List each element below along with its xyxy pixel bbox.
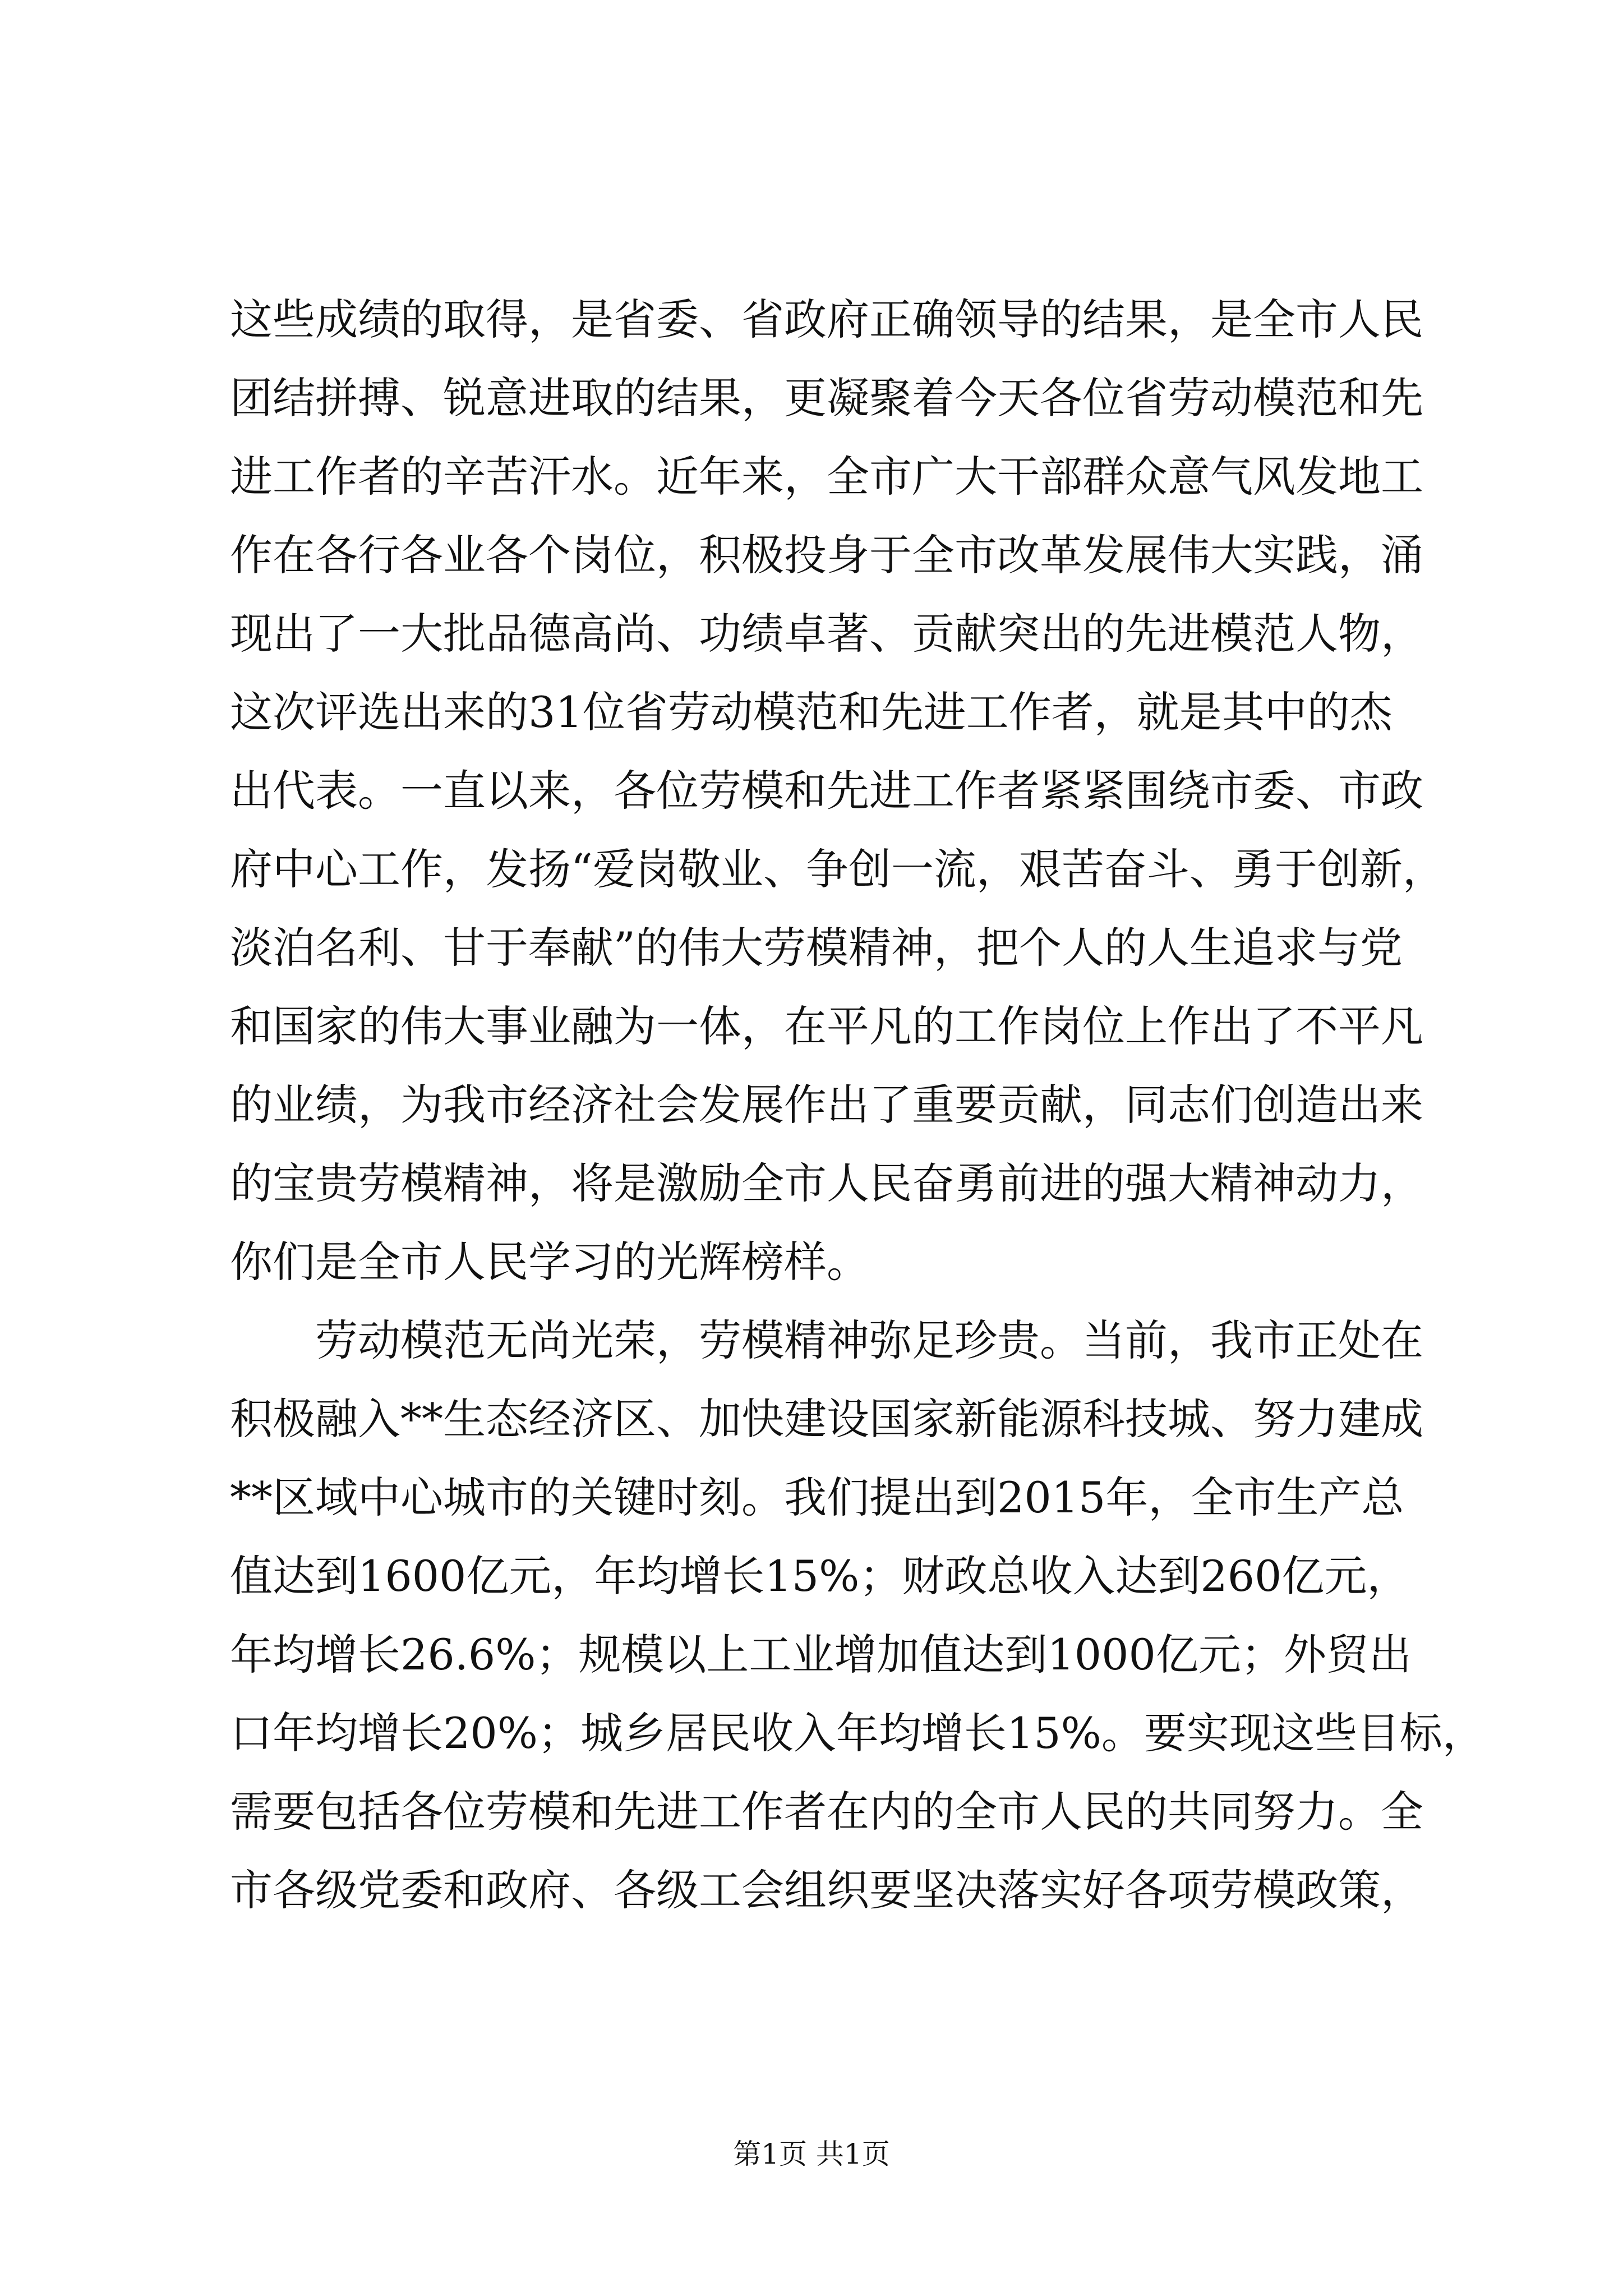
- text-line: 现出了一大批品德高尚、功绩卓著、贡献突出的先进模范人物，: [230, 609, 1423, 659]
- text-line: 进工作者的辛苦汗水。近年来，全市广大干部群众意气风发地工: [230, 452, 1423, 501]
- text-line: 淡泊名利、甘于奉献”的伟大劳模精神，把个人的人生追求与党: [230, 923, 1403, 973]
- page-footer: [0, 2132, 1623, 2177]
- text-line: 作在各行各业各个岗位，积极投身于全市改革发展伟大实践，涌: [230, 530, 1423, 580]
- text-line: 值达到1600亿元，年均增长15%；财政总收入达到260亿元，: [230, 1551, 1410, 1601]
- text-line: 出代表。一直以来，各位劳模和先进工作者紧紧围绕市委、市政: [230, 766, 1423, 816]
- text-line: 的业绩，为我市经济社会发展作出了重要贡献，同志们创造出来: [230, 1080, 1423, 1130]
- text-line: 的宝贵劳模精神，将是激励全市人民奋勇前进的强大精神动力，: [230, 1158, 1423, 1208]
- text-line: 和国家的伟大事业融为一体，在平凡的工作岗位上作出了不平凡: [230, 1001, 1423, 1051]
- text-line: 积极融入**生态经济区、加快建设国家新能源科技城、努力建成: [230, 1394, 1423, 1444]
- text-line: **区域中心城市的关键时刻。我们提出到2015年，全市生产总: [230, 1473, 1404, 1522]
- text-line: 府中心工作，发扬“爱岗敬业、争创一流，艰苦奋斗、勇于创新，: [230, 844, 1445, 894]
- text-line: 这次评选出来的31位省劳动模范和先进工作者，就是其中的杰: [230, 687, 1393, 737]
- text-line: 市各级党委和政府、各级工会组织要坚决落实好各项劳模政策，: [230, 1865, 1423, 1915]
- text-line: 需要包括各位劳模和先进工作者在内的全市人民的共同努力。全: [230, 1787, 1423, 1837]
- text-line: 年均增长26.6%；规模以上工业增加值达到1000亿元；外贸出: [230, 1630, 1412, 1680]
- text-line: 劳动模范无尚光荣，劳模精神弥足珍贵。当前，我市正处在: [230, 1315, 1423, 1365]
- page-number-label: 第1页 共1页: [733, 2138, 890, 2170]
- text-line: 团结拼搏、锐意进取的结果，更凝聚着今天各位省劳动模范和先: [230, 373, 1423, 423]
- text-line: 你们是全市人民学习的光辉榜样。: [230, 1237, 869, 1287]
- text-line: 口年均增长20%；城乡居民收入年均增长15%。要实现这些目标，: [230, 1708, 1485, 1758]
- text-line: 这些成绩的取得，是省委、省政府正确领导的结果，是全市人民: [230, 295, 1423, 344]
